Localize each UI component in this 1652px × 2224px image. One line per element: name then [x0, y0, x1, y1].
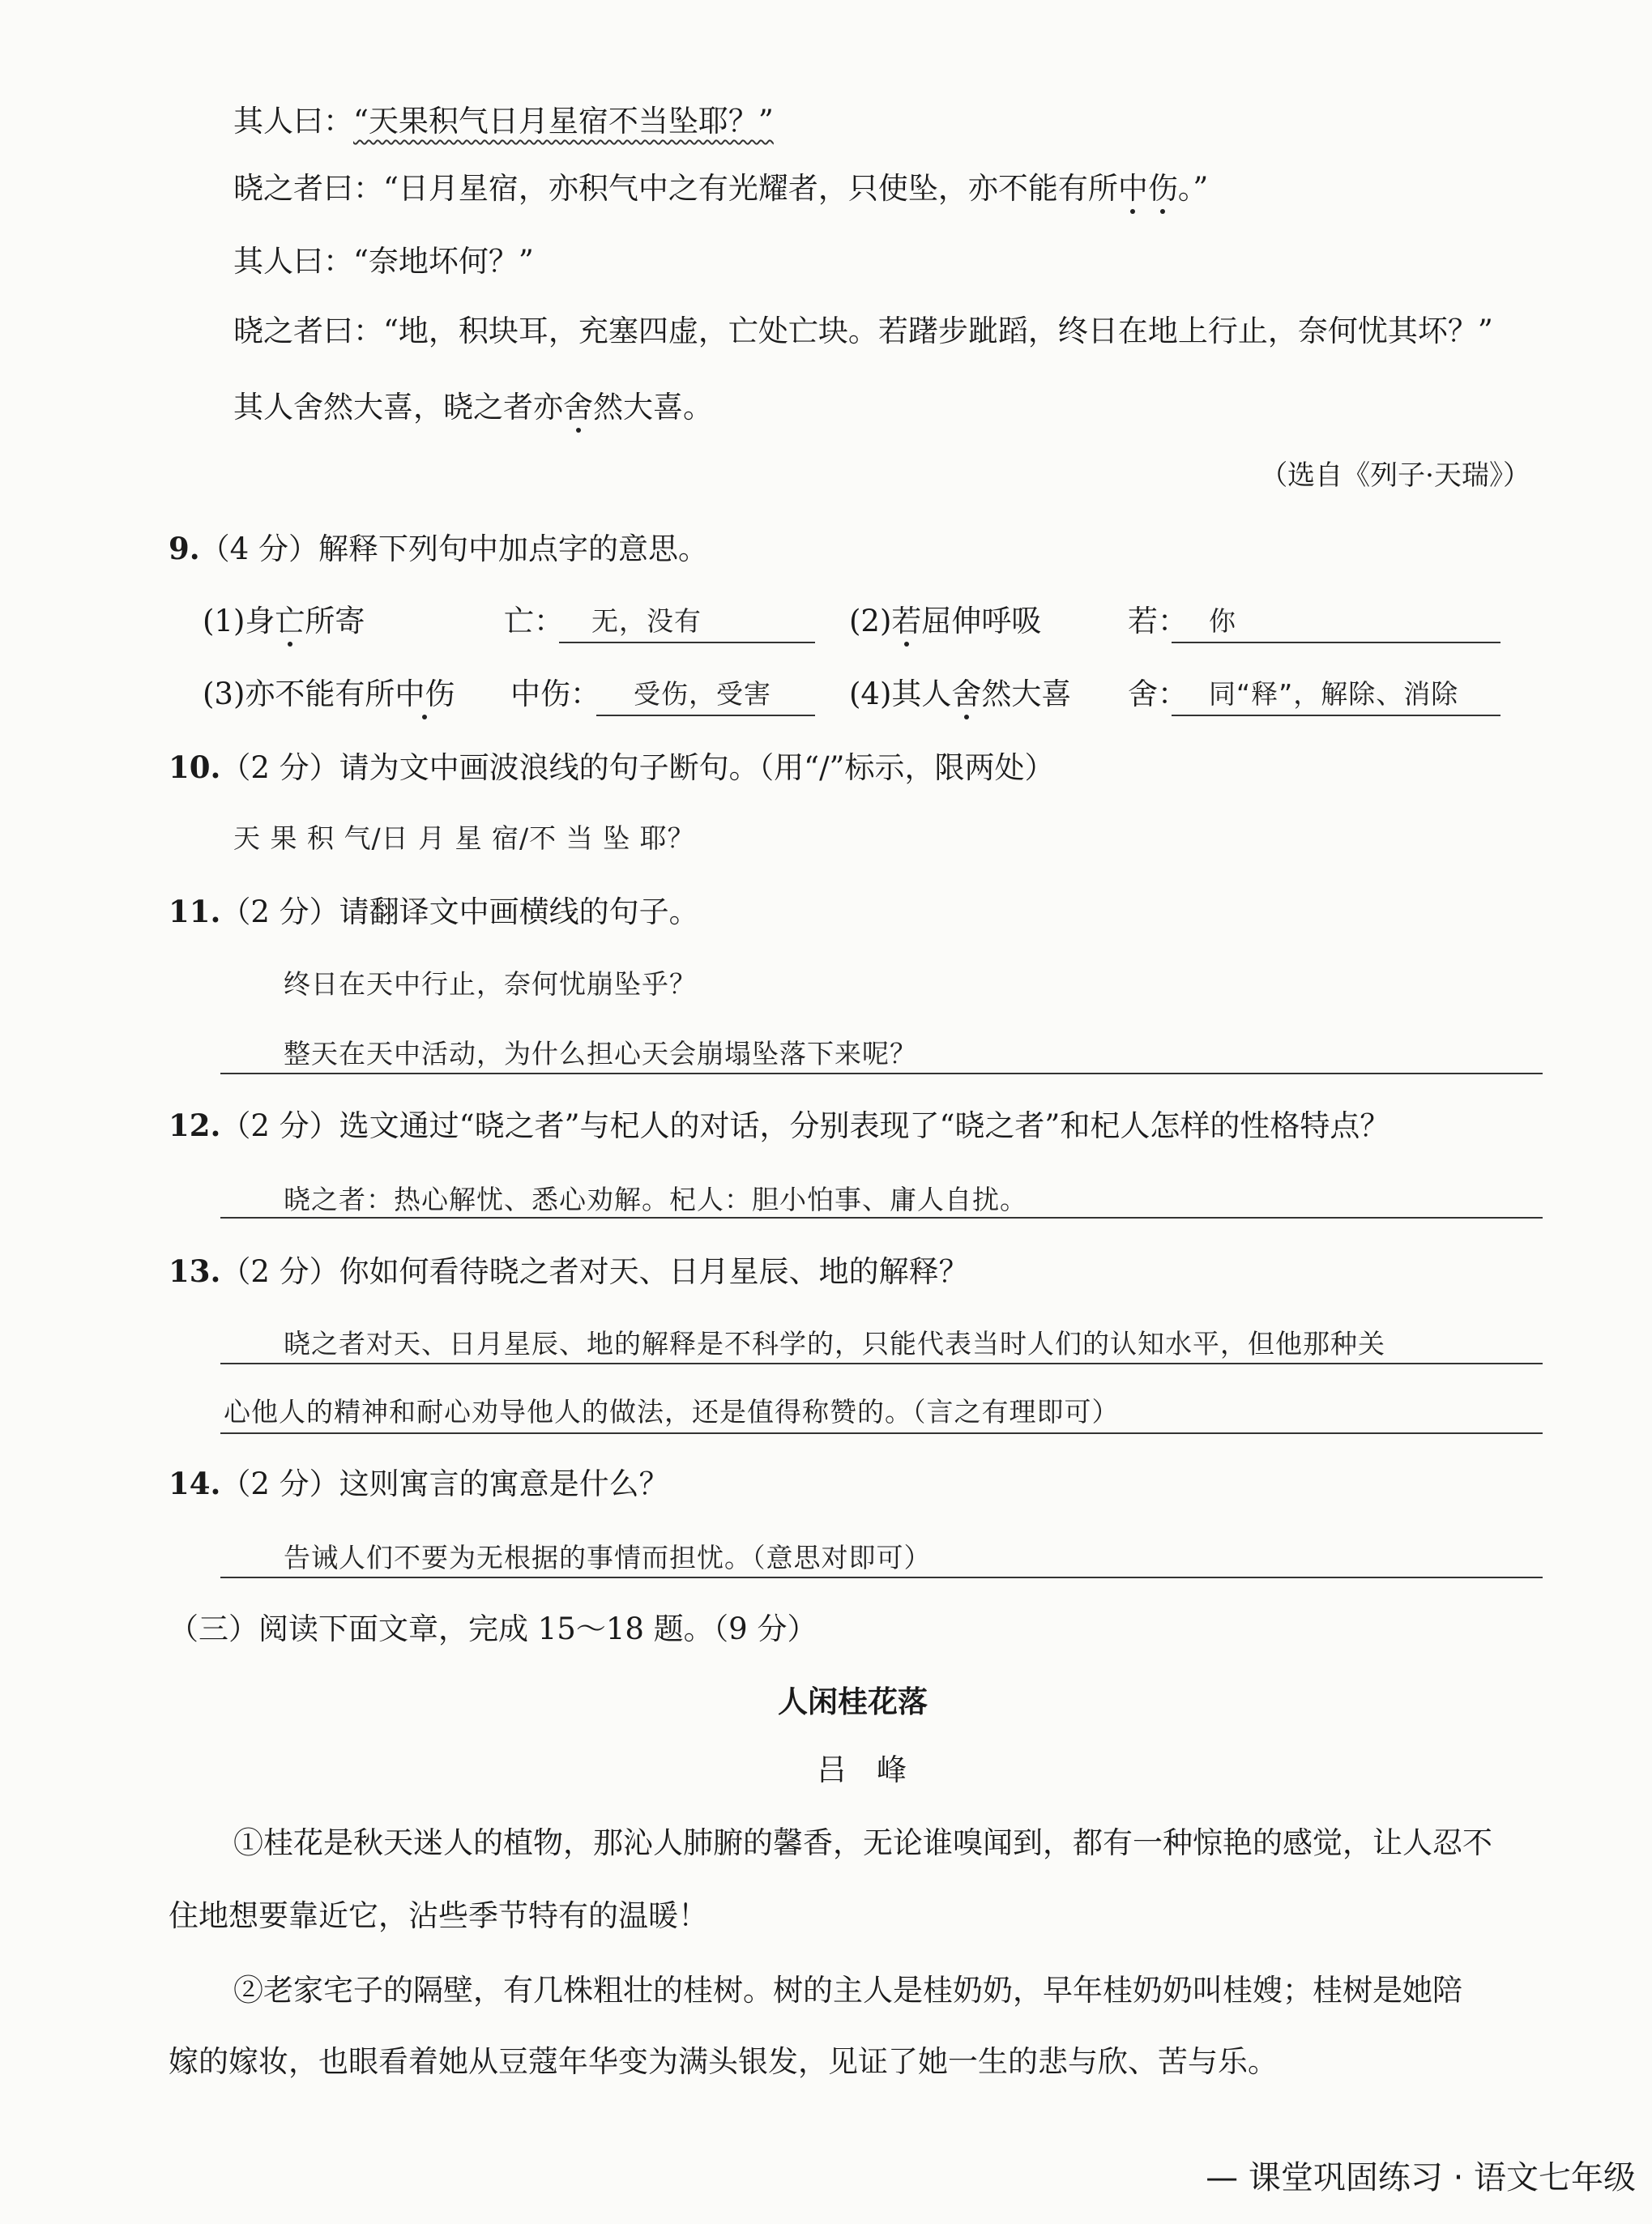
article-title: 人闲桂花落	[778, 1684, 928, 1719]
q9-item-4-answer: 同“释”，解除、消除	[1209, 678, 1459, 710]
question-9: 9.（4 分）解释下列句中加点字的意思。	[169, 531, 708, 566]
paragraph-1-line-2: 住地想要靠近它，沾些季节特有的温暖！	[169, 1898, 708, 1933]
q9-item-2-label: 若：	[1128, 604, 1188, 638]
answer-line	[1172, 642, 1500, 643]
answer-line	[220, 1363, 1543, 1364]
answer-line	[220, 1217, 1543, 1219]
question-10: 10.（2 分）请为文中画波浪线的句子断句。（用“/”标示，限两处）	[169, 749, 1055, 785]
question-12: 12.（2 分）选文通过“晓之者”与杞人的对话，分别表现了“晓之者”和杞人怎样的性格特点？	[169, 1108, 1390, 1143]
question-11: 11.（2 分）请翻译文中画横线的句子。	[169, 894, 699, 929]
article-author: 吕 峰	[817, 1752, 907, 1787]
q9-item-3: (3)亦不能有所中伤	[203, 674, 455, 715]
dotted-char: 伤	[1148, 169, 1178, 209]
q12-answer: 晓之者：热心解忧、悉心劝解。杞人：胆小怕事、庸人自扰。	[284, 1184, 1027, 1215]
answer-line	[220, 1432, 1543, 1434]
q9-item-1-answer: 无，没有	[591, 605, 702, 637]
wavy-sentence: “天果积气日月星宿不当坠耶？”	[353, 104, 774, 139]
q13-answer-line-1: 晓之者对天、日月星辰、地的解释是不科学的，只能代表当时人们的认知水平，但他那种关	[284, 1328, 1385, 1360]
question-13: 13.（2 分）你如何看待晓之者对天、日月星辰、地的解释？	[169, 1253, 969, 1289]
passage-line-4: 晓之者曰：“地，积块耳，充塞四虚，亡处亡块。若躇步跐蹈，终日在地上行止，奈何忧其坏？”	[233, 314, 1493, 348]
paragraph-1-line-1: ①桂花是秋天迷人的植物，那沁人肺腑的馨香，无论谁嗅闻到，都有一种惊艳的感觉，让人忍不	[233, 1825, 1492, 1860]
q9-item-4-label: 舍：	[1128, 677, 1188, 711]
q9-item-3-label: 中伤：	[510, 677, 600, 711]
q14-answer: 告诫人们不要为无根据的事情而担忧。（意思对即可）	[284, 1542, 932, 1573]
q9-item-1: (1)身亡所寄	[203, 601, 365, 642]
section-3-heading: （三）阅读下面文章，完成 15～18 题。（9 分）	[169, 1611, 817, 1646]
passage-line-2: 晓之者曰：“日月星宿，亦积气中之有光耀者，只使坠，亦不能有所中伤。”	[233, 169, 1208, 209]
q9-item-4: (4)其人舍然大喜	[849, 674, 1071, 715]
q10-answer: 天 果 积 气/日 月 星 宿/不 当 坠 耶？	[233, 822, 695, 854]
answer-line	[559, 642, 815, 643]
answer-line	[1172, 715, 1500, 716]
answer-line	[596, 715, 815, 716]
paragraph-2-line-2: 嫁的嫁妆，也眼看着她从豆蔻年华变为满头银发，见证了她一生的悲与欣、苦与乐。	[169, 2044, 1278, 2079]
paragraph-2-line-1: ②老家宅子的隔壁，有几株粗壮的桂树。树的主人是桂奶奶，早年桂奶奶叫桂嫂；桂树是她陪	[233, 1973, 1462, 2008]
q9-item-2-answer: 你	[1209, 605, 1236, 637]
q9-item-3-answer: 受伤，受害	[634, 678, 771, 710]
q13-answer-line-2: 心他人的精神和耐心劝导他人的做法，还是值得称赞的。（言之有理即可）	[224, 1396, 1120, 1428]
answer-line	[220, 1577, 1543, 1578]
passage-line-5: 其人舍然大喜，晓之者亦舍然大喜。	[233, 387, 713, 428]
passage-line-1: 其人曰：“天果积气日月星宿不当坠耶？”	[233, 104, 774, 139]
q11-answer: 整天在天中活动，为什么担心天会崩塌坠落下来呢？	[284, 1038, 917, 1069]
question-14: 14.（2 分）这则寓言的寓意是什么？	[169, 1466, 669, 1501]
passage-source: （选自《列子·天瑞》）	[1260, 459, 1530, 492]
dotted-char: 中	[1118, 169, 1148, 209]
q9-item-1-label: 亡：	[504, 604, 564, 638]
q9-item-2: (2)若屈伸呼吸	[849, 601, 1041, 642]
page-footer: — 课堂巩固练习 · 语文七年级	[1206, 2159, 1636, 2196]
dotted-char: 舍	[563, 387, 593, 428]
q11-sentence: 终日在天中行止，奈何忧崩坠乎？	[284, 968, 697, 1000]
passage-line-3: 其人曰：“奈地坏何？”	[233, 244, 534, 279]
answer-line	[220, 1073, 1543, 1074]
